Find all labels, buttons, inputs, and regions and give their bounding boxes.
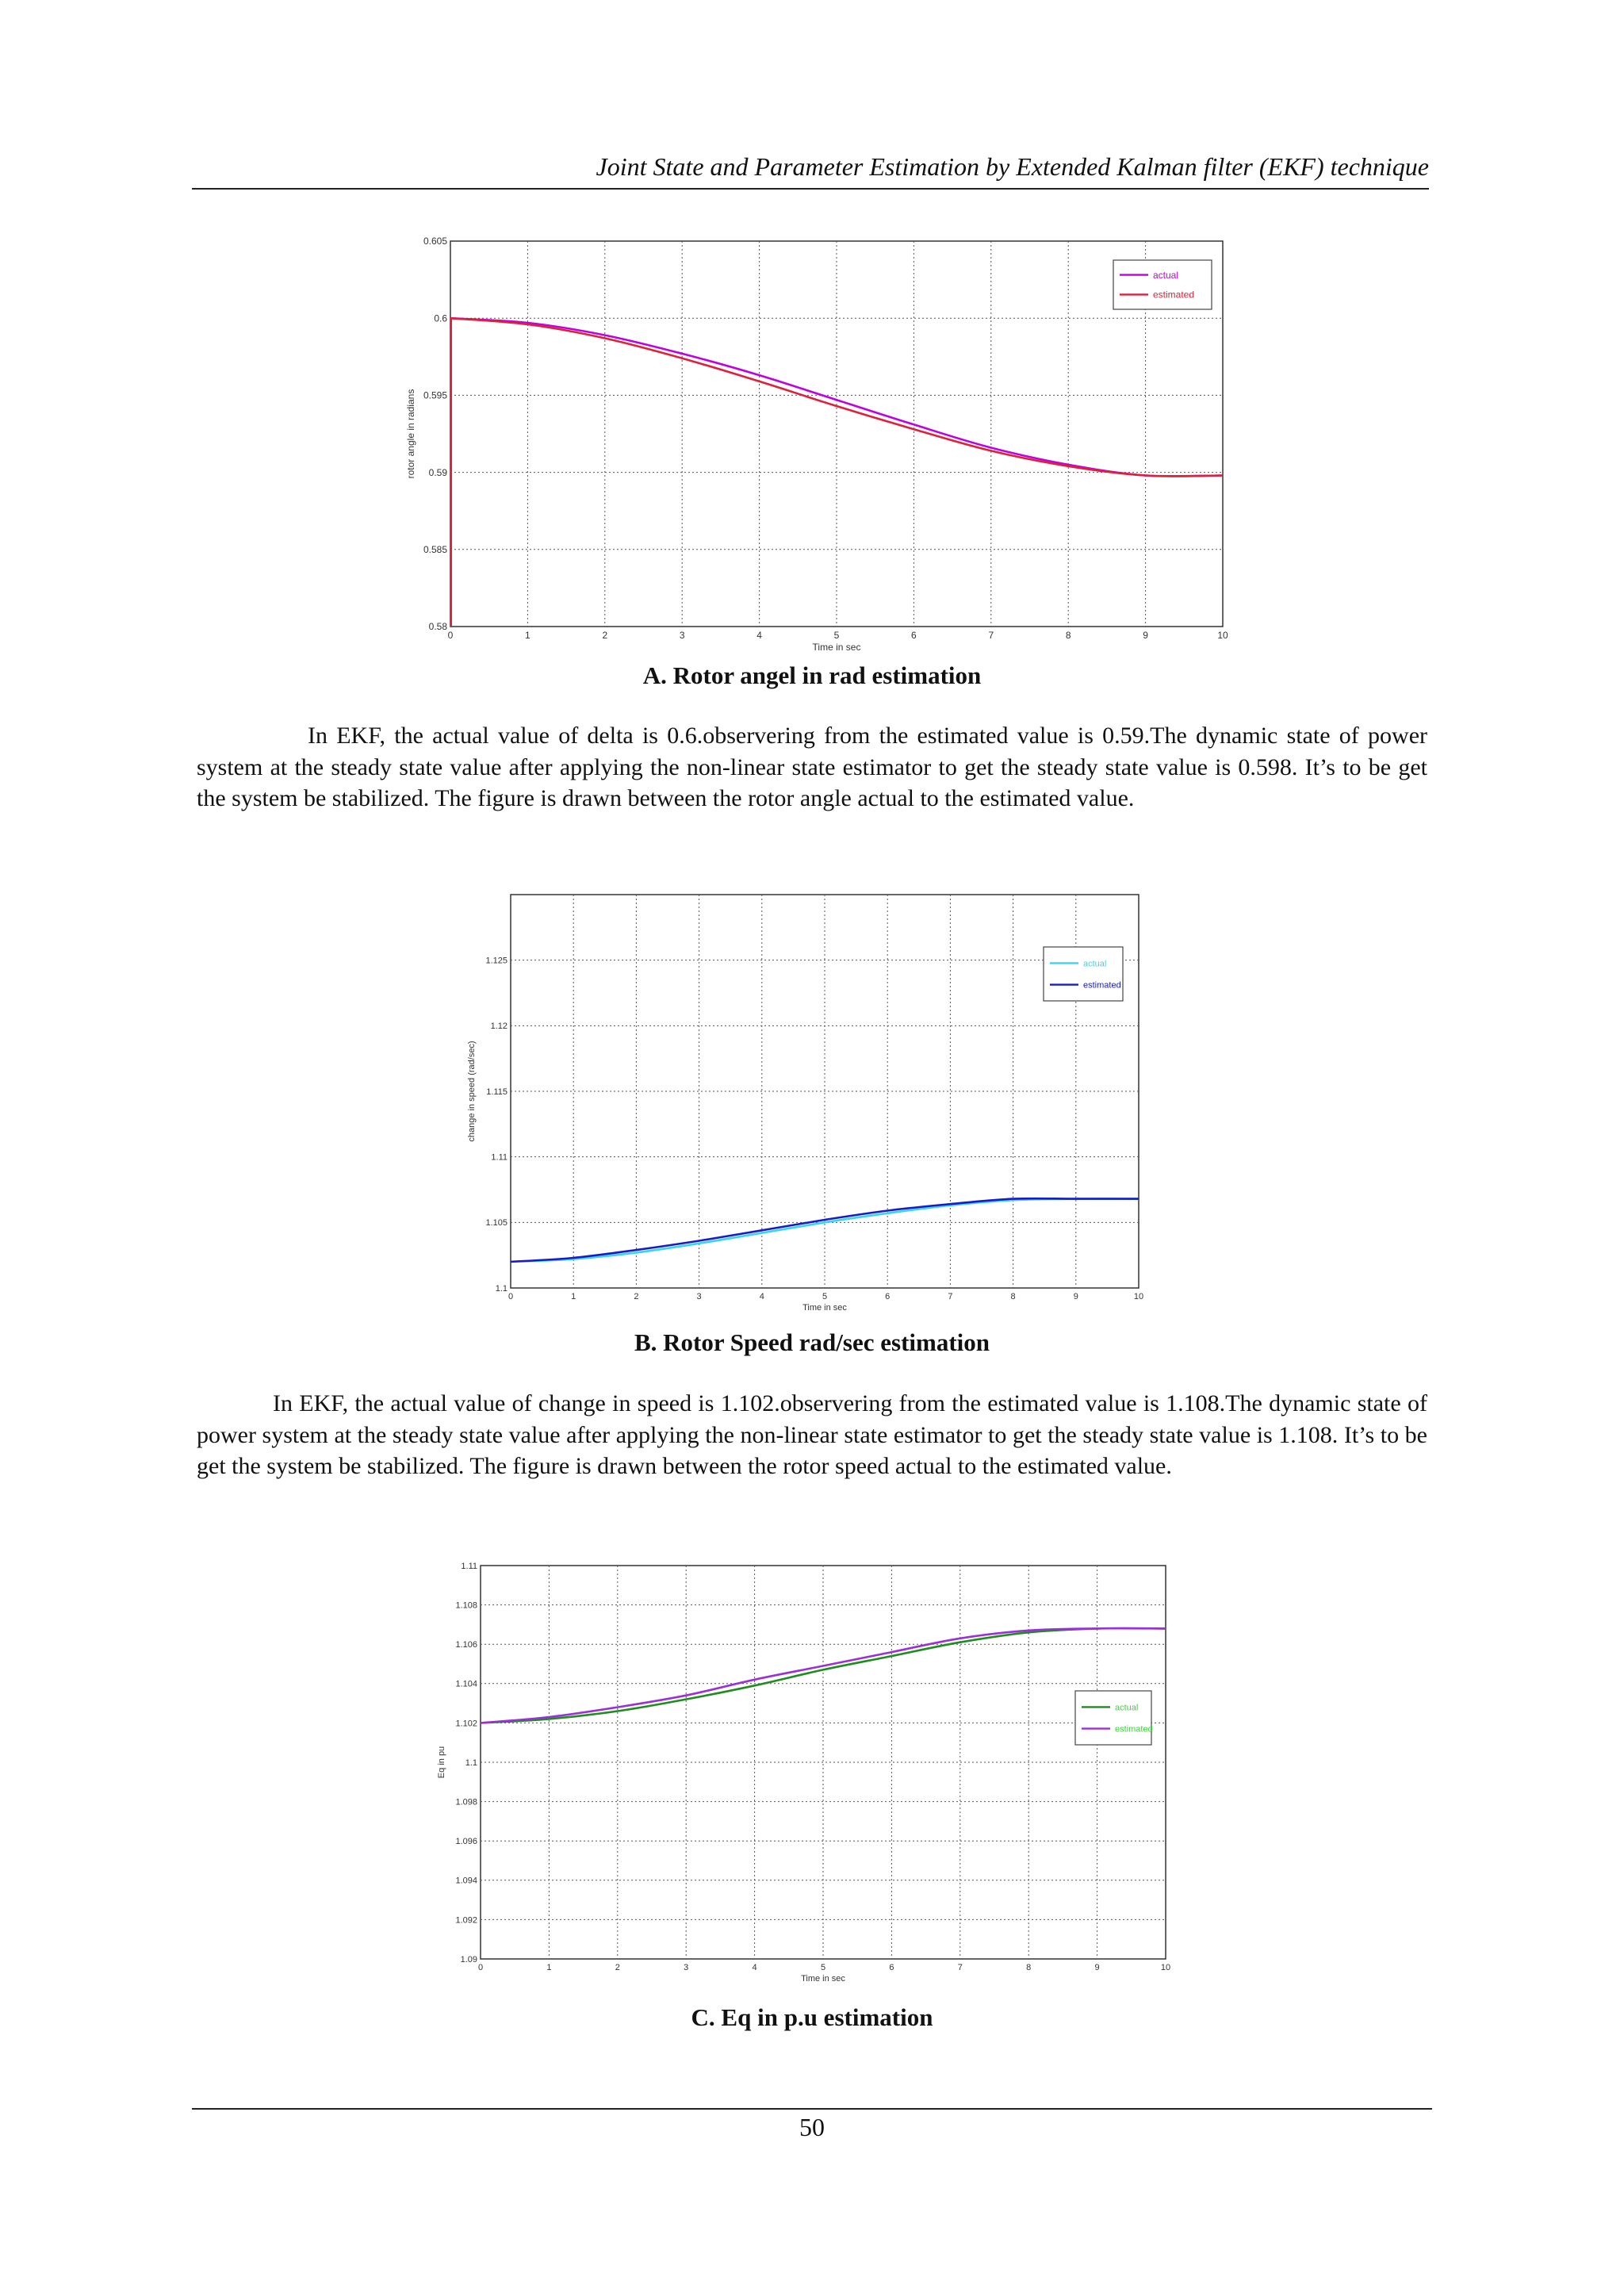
x-tick-label: 8	[1010, 1292, 1016, 1301]
y-axis-label: rotor angle in radians	[405, 389, 416, 479]
x-tick-label: 10	[1160, 1963, 1171, 1972]
x-tick-label: 1	[525, 630, 530, 641]
figure-caption-a: A. Rotor angel in rad estimation	[642, 661, 982, 689]
y-tick-label: 0.595	[423, 389, 447, 401]
x-tick-label: 2	[634, 1292, 639, 1301]
y-axis-label: Eq in pu	[437, 1746, 446, 1779]
x-tick-label: 7	[957, 1963, 963, 1972]
legend-label-estimated: estimated	[1153, 289, 1195, 301]
y-tick-label: 0.605	[423, 236, 447, 247]
legend-label-actual: actual	[1153, 269, 1179, 281]
y-tick-label: 1.115	[486, 1087, 508, 1097]
legend-label-estimated: estimated	[1115, 1724, 1153, 1734]
y-tick-label: 1.106	[455, 1640, 477, 1650]
legend-label-actual: actual	[1083, 959, 1107, 969]
x-tick-label: 3	[684, 1963, 689, 1972]
x-tick-label: 6	[911, 630, 917, 641]
y-tick-label: 1.09	[460, 1954, 477, 1964]
y-tick-label: 1.11	[491, 1152, 508, 1163]
y-tick-label: 1.102	[455, 1719, 477, 1729]
y-tick-label: 1.12	[490, 1022, 508, 1032]
x-tick-label: 3	[696, 1292, 702, 1301]
x-tick-label: 9	[1073, 1292, 1078, 1301]
x-tick-label: 0	[508, 1292, 514, 1301]
y-tick-label: 1.108	[455, 1600, 477, 1611]
y-tick-label: 1.11	[461, 1561, 477, 1571]
x-tick-label: 10	[1133, 1292, 1144, 1301]
y-tick-label: 1.098	[455, 1797, 477, 1807]
paragraph-2: In EKF, the actual value of change in speed is 1.102.observering from the estimated value is 1.108.The dynamic state of power system at the steady state value after applying the non-linear state estimator to get the steady state value is 1.108. It’s to be get the system be stabilized. The figure is drawn between the rotor speed actual to the estimated value.	[197, 1390, 1427, 1479]
x-tick-label: 9	[1094, 1963, 1100, 1972]
x-tick-label: 1	[546, 1963, 552, 1972]
x-tick-label: 7	[948, 1292, 953, 1301]
x-tick-label: 5	[820, 1963, 826, 1972]
x-axis-label: Time in sec	[802, 1303, 847, 1313]
x-tick-label: 5	[833, 630, 840, 641]
y-tick-label: 1.094	[455, 1876, 477, 1886]
y-axis-label: change in speed (rad/sec)	[467, 1041, 477, 1142]
page-number: 50	[799, 2113, 825, 2141]
x-tick-label: 6	[889, 1963, 894, 1972]
y-tick-label: 1.1	[495, 1283, 508, 1294]
x-tick-label: 2	[615, 1963, 620, 1972]
y-tick-label: 1.104	[455, 1679, 477, 1689]
x-tick-label: 3	[679, 630, 685, 641]
figure-caption-b: B. Rotor Speed rad/sec estimation	[634, 1328, 990, 1356]
y-tick-label: 1.125	[485, 956, 508, 966]
y-tick-label: 0.58	[428, 621, 447, 633]
x-tick-label: 6	[885, 1292, 891, 1301]
y-tick-label: 0.6	[434, 312, 447, 324]
x-tick-label: 4	[759, 1292, 764, 1301]
x-axis-label: Time in sec	[812, 642, 861, 653]
y-tick-label: 1.096	[455, 1837, 477, 1847]
y-tick-label: 1.092	[455, 1915, 477, 1926]
x-tick-label: 5	[822, 1292, 828, 1301]
x-tick-label: 4	[752, 1963, 757, 1972]
legend-label-actual: actual	[1115, 1703, 1139, 1713]
x-tick-label: 10	[1217, 630, 1228, 641]
x-tick-label: 1	[571, 1292, 576, 1301]
x-tick-label: 9	[1143, 630, 1148, 641]
x-tick-label: 4	[756, 630, 762, 641]
x-tick-label: 2	[602, 630, 608, 641]
figure-caption-c: C. Eq in p.u estimation	[691, 2003, 933, 2031]
running-header: Joint State and Parameter Estimation by Extended Kalman filter (EKF) technique	[596, 152, 1429, 181]
x-tick-label: 8	[1026, 1963, 1032, 1972]
x-tick-label: 7	[988, 630, 994, 641]
x-tick-label: 8	[1065, 630, 1071, 641]
legend-box	[1075, 1691, 1151, 1745]
y-tick-label: 0.585	[423, 544, 447, 555]
x-tick-label: 0	[477, 1963, 484, 1972]
paragraph-1: In EKF, the actual value of delta is 0.6.observering from the estimated value is 0.59.The dynamic state of power system at the steady state value after applying the non-linear state estimator to get the steady state value is 0.598. It’s to be get the system be stabilized. The figure is drawn between the rotor angle actual to the estimated value.	[197, 723, 1427, 811]
legend-label-estimated: estimated	[1083, 980, 1121, 991]
x-axis-label: Time in sec	[801, 1974, 845, 1984]
y-tick-label: 1.105	[485, 1218, 508, 1228]
x-tick-label: 0	[447, 630, 454, 641]
y-tick-label: 0.59	[428, 466, 447, 478]
y-tick-label: 1.1	[465, 1757, 477, 1768]
